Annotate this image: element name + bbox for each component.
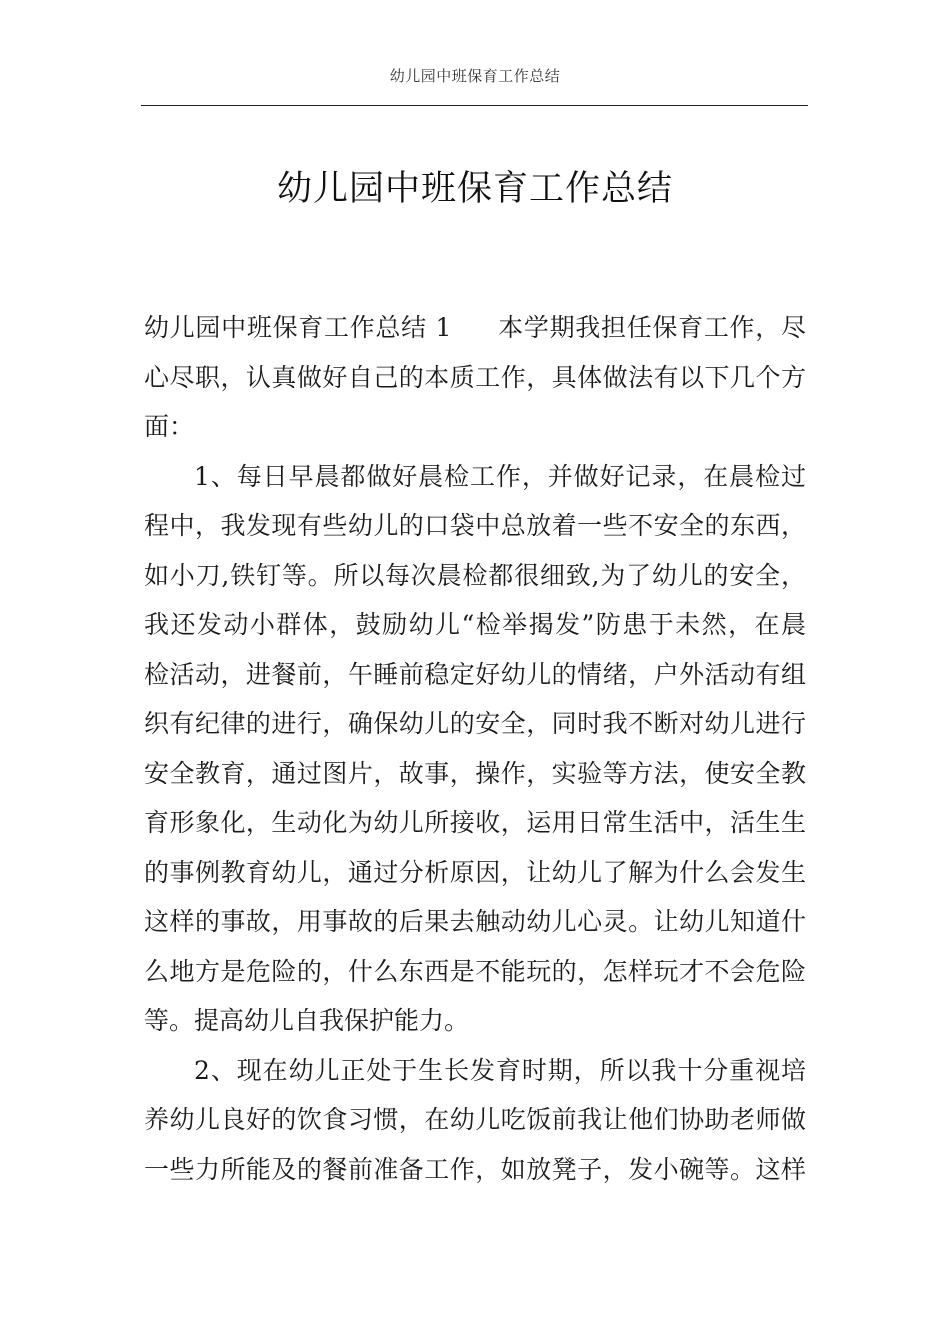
paragraph-1-line: 育形象化，生动化为幼儿所接收，运用日常生活中，活生生 xyxy=(144,808,806,837)
intro-line-3: 面： xyxy=(144,412,195,441)
intro-line-2: 心尽职，认真做好自己的本质工作，具体做法有以下几个方 xyxy=(144,362,806,392)
paragraph-1-line: 检活动，进餐前，午睡前稳定好幼儿的情绪，户外活动有组 xyxy=(144,659,806,689)
intro-line-1-text: 本学期我担任保育工作，尽 xyxy=(497,313,806,342)
paragraph-1-line: 等。提高幼儿自我保护能力。 xyxy=(144,1006,470,1035)
document-title: 幼儿园中班保育工作总结 xyxy=(276,169,673,209)
paragraph-1-line: 安全教育，通过图片，故事，操作，实验等方法，使安全教 xyxy=(144,758,806,788)
paragraph-1-line: 这样的事故，用事故的后果去触动幼儿心灵。让幼儿知道什 xyxy=(144,907,806,936)
paragraph-2-line: 一些力所能及的餐前准备工作，如放凳子，发小碗等。这样 xyxy=(144,1154,806,1184)
paragraph-1-line: 1、每日早晨都做好晨检工作，并做好记录，在晨检过 xyxy=(194,461,806,491)
document-body xyxy=(144,303,806,1194)
paragraph-2-line: 2、现在幼儿正处于生长发育时期，所以我十分重视培 xyxy=(194,1055,806,1085)
paragraph-1-line: 么地方是危险的，什么东西是不能玩的，怎样玩才不会危险 xyxy=(144,956,806,986)
intro-line-1 xyxy=(144,303,806,353)
intro-lead: 幼儿园中班保育工作总结 1 xyxy=(144,313,452,342)
header-divider xyxy=(141,105,808,106)
paragraph-2-line: 养幼儿良好的饮食习惯，在幼儿吃饭前我让他们协助老师做 xyxy=(144,1105,806,1134)
paragraph-1-line: 程中，我发现有些幼儿的口袋中总放着一些不安全的东西， xyxy=(144,511,806,540)
paragraph-1-line: 的事例教育幼儿，通过分析原因，让幼儿了解为什么会发生 xyxy=(144,857,806,887)
paragraph-1-line: 织有纪律的进行，确保幼儿的安全，同时我不断对幼儿进行 xyxy=(144,709,806,738)
paragraph-1-line: 我还发动小群体，鼓励幼儿“检举揭发”防患于未然，在晨 xyxy=(144,610,806,639)
paragraph-1-line: 如小刀,铁钉等。所以每次晨检都很细致,为了幼儿的安全， xyxy=(144,560,806,590)
running-header: 幼儿园中班保育工作总结 xyxy=(389,67,561,85)
